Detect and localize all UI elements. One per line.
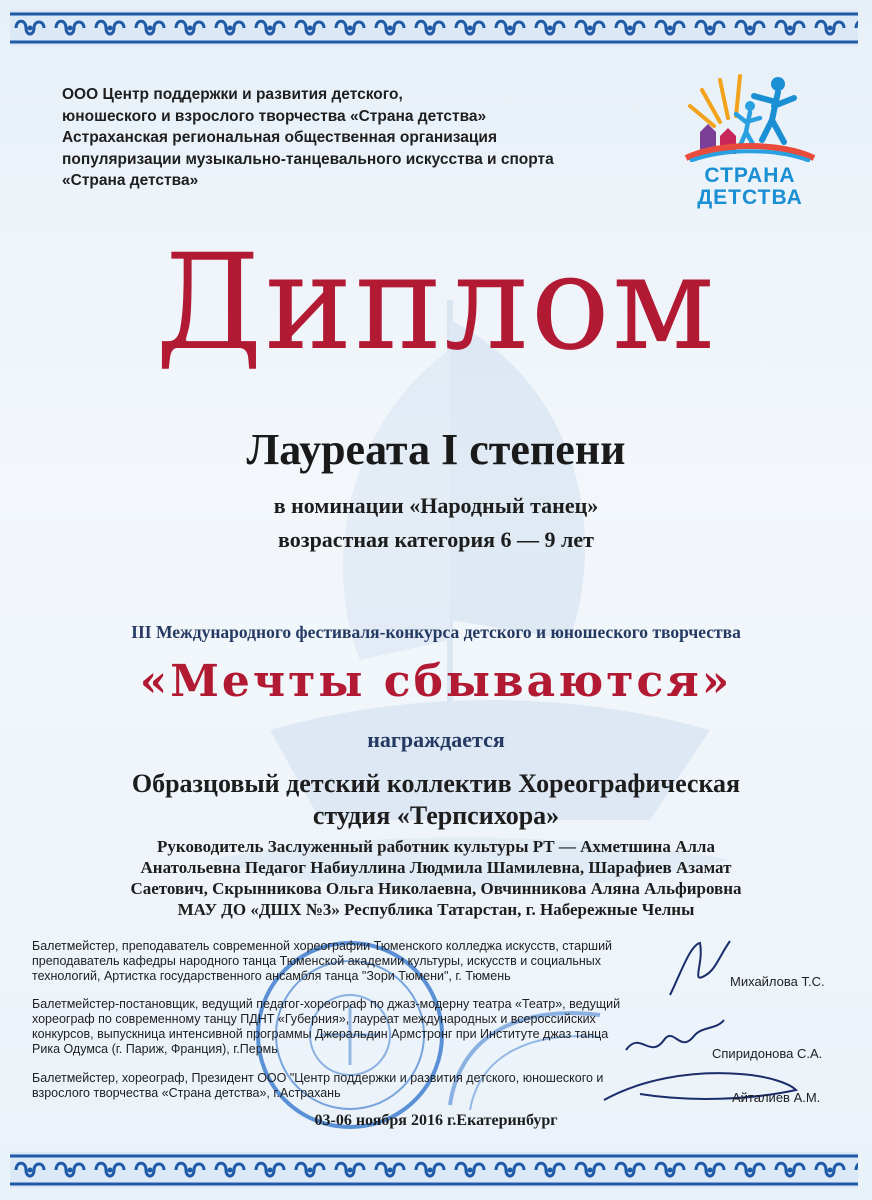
- leaders-block: [40, 836, 832, 920]
- organization-line: популяризации музыкально-танцевального искусства и спорта: [62, 150, 554, 168]
- leaders-line: Руководитель Заслуженный работник культуры РТ — Ахметшина Алла: [157, 837, 715, 856]
- logo-text-line: СТРАНА: [704, 164, 796, 187]
- signature-icon: [660, 935, 740, 1005]
- collective-line: Образцовый детский коллектив Хореографическая: [131, 769, 741, 798]
- jury-member-description: [32, 997, 672, 1057]
- jury-member-description: [32, 939, 672, 984]
- organization-line: Астраханская региональная общественная организация: [62, 129, 497, 146]
- organization-line: юношеского и взрослого творчества «Страна детства»: [62, 107, 487, 125]
- age-category: возрастная категория 6 — 9 лет: [278, 527, 594, 552]
- jury-line: Рика Одумса (г. Париж, Франция), г.Пермь: [32, 1042, 278, 1056]
- logo-text-line: ДЕТСТВА: [697, 186, 803, 209]
- jury-line: Балетмейстер, хореограф, Президент ООО "Центр поддержки и развития детского, юношеского и: [32, 1071, 604, 1085]
- event-date-location: 03-06 ноября 2016 г.Екатеринбург: [314, 1112, 558, 1129]
- leaders-line: МАУ ДО «ДШХ №3» Республика Татарстан, г. Набережные Челны: [177, 900, 695, 919]
- organization-line: «Страна детства»: [62, 172, 199, 189]
- jury-member-description: [32, 1071, 672, 1101]
- nomination: в номинации «Народный танец»: [273, 493, 599, 518]
- organization-line: ООО Центр поддержки и развития детского,: [62, 86, 403, 103]
- organization-block: [62, 84, 702, 192]
- top-ornament-border: [10, 10, 858, 46]
- signatory-name: Айталиев А.М.: [732, 1090, 821, 1105]
- jury-line: конкурсов, выпускница интенсивной программы Джеральдин Армстронг при Институте джаз танца: [32, 1027, 609, 1041]
- jury-line: технологий, Артистка государственного ансамбля танца "Зори Тюмени", г. Тюмень: [32, 969, 511, 983]
- awardee-collective: [40, 768, 832, 832]
- signatory-name: Спиридонова С.А.: [712, 1046, 823, 1061]
- jury-line: Балетмейстер, преподаватель современной хореографии Тюменского колледжа искусств, старший: [32, 939, 613, 953]
- festival-description: III Международного фестиваля-конкурса детского и юношеского творчества: [131, 622, 741, 642]
- jury-line: хореограф по современному танцу ПДНТ «Губерния», лауреат международных и всероссийских: [32, 1012, 596, 1026]
- collective-line: студия «Терпсихора»: [312, 801, 560, 830]
- jury-line: преподаватель кафедры народного танца Тюменской академии культуры, искусств и социальных: [32, 954, 602, 968]
- children-silhouettes-icon: [680, 62, 820, 162]
- jury-line: Балетмейстер-постановщик, ведущий педагог-хореограф по джаз-модерну театра «Театр», ведущий: [32, 997, 621, 1011]
- diploma-title: Диплом: [155, 226, 717, 380]
- bottom-ornament-border: [10, 1152, 858, 1188]
- leaders-line: Саетович, Скрынникова Ольга Николаевна, Овчинникова Аляна Альфировна: [130, 879, 742, 898]
- laureate-degree: Лауреата I степени: [246, 425, 626, 474]
- signatory-name: Михайлова Т.С.: [730, 974, 825, 989]
- awarded-label: награждается: [367, 727, 505, 752]
- festival-name: «Мечты сбываются»: [139, 656, 733, 707]
- strana-detstva-logo: [680, 62, 820, 212]
- jury-line: взрослого творчества «Страна детства», г.Астрахань: [32, 1086, 341, 1100]
- leaders-line: Анатольевна Педагог Набиуллина Людмила Шамилевна, Шарафиев Азамат: [140, 858, 732, 877]
